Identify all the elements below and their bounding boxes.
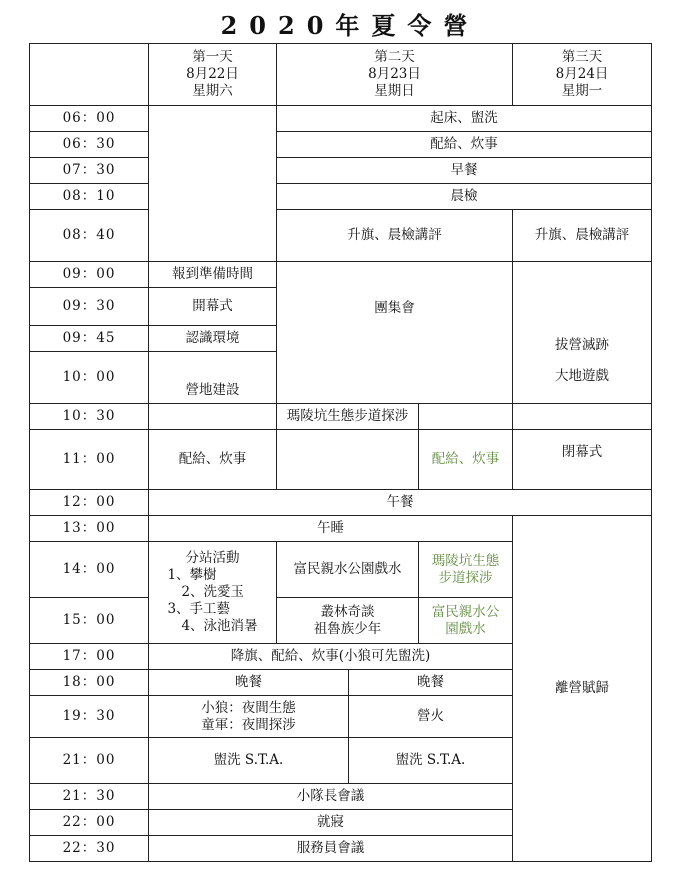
- header-row: [30, 44, 652, 106]
- activity-leader-meeting: 小隊長會議: [149, 784, 513, 810]
- time-cell: 12：00: [30, 490, 149, 516]
- activity-wash-d1: 盥洗 S.T.A.: [149, 738, 349, 784]
- table-row: [30, 516, 652, 542]
- activity-cook-am: 配給、炊事: [277, 132, 652, 158]
- time-cell: 21：30: [30, 784, 149, 810]
- time-cell: 08：40: [30, 210, 149, 262]
- time-cell: 22：00: [30, 810, 149, 836]
- time-cell: 18：00: [30, 670, 149, 696]
- time-cell: 08：10: [30, 184, 149, 210]
- table-row: [30, 404, 652, 430]
- page-title: 2020年夏令營: [220, 11, 480, 40]
- list-item: 2、洗愛玉: [181, 584, 245, 601]
- time-cell: 09：45: [30, 326, 149, 352]
- table-row: [30, 184, 652, 210]
- activity-breakfast: 早餐: [277, 158, 652, 184]
- activity-stations: [149, 542, 277, 644]
- activity-night: 小狼：夜間生態 童軍：夜間探涉: [149, 696, 349, 738]
- activity-water-pm: 富民親水公 園戲水: [419, 598, 513, 644]
- time-cell: 14：00: [30, 542, 149, 598]
- activity-closing: 閉幕式: [513, 430, 652, 490]
- activity-forest-tale: 叢林奇談 祖魯族少年: [277, 598, 419, 644]
- stations-list: [167, 567, 257, 635]
- activity-trail-pm: 瑪陵坑生態 步道探涉: [419, 542, 513, 598]
- activity-campfire: 營火: [349, 696, 513, 738]
- time-cell: 10：30: [30, 404, 149, 430]
- list-item: 3、手工藝: [167, 600, 231, 617]
- time-cell: 07：30: [30, 158, 149, 184]
- activity-checkin: 報到準備時間: [149, 262, 277, 288]
- activity-wake: 起床、盥洗: [277, 106, 652, 132]
- activity-opening: 開幕式: [149, 288, 277, 326]
- table-row: [30, 490, 652, 516]
- time-cell: 17：00: [30, 644, 149, 670]
- table-row: [30, 158, 652, 184]
- activity-bedtime: 就寢: [149, 810, 513, 836]
- schedule-table: [29, 43, 652, 430]
- time-cell: 11：00: [30, 430, 149, 490]
- activity-water-park: 富民親水公園戲水: [277, 542, 419, 598]
- time-cell: 09：00: [30, 262, 149, 288]
- day1-header: 第一天 8月22日 星期六: [149, 44, 277, 106]
- day3-header: 第三天 8月24日 星期一: [513, 44, 652, 106]
- activity-break-camp-game: 拔營滅跡 大地遊戲: [513, 262, 652, 430]
- activity-flag-d3: 升旗、晨檢講評: [513, 210, 652, 262]
- activity-campsite: 營地建設: [149, 352, 277, 430]
- activity-depart: 離營賦歸: [513, 516, 652, 862]
- time-cell: 06：30: [30, 132, 149, 158]
- schedule-table-lower: [29, 403, 652, 430]
- day1-empty-cell: [149, 106, 277, 262]
- time-cell: 06：00: [30, 106, 149, 132]
- time-cell: 10：00: [30, 352, 149, 404]
- table-row: [30, 132, 652, 158]
- activity-flag-down: 降旗、配給、炊事(小狼可先盥洗): [149, 644, 513, 670]
- day2-header: 第二天 8月23日 星期日: [277, 44, 513, 106]
- activity-assembly: 團集會: [277, 262, 513, 430]
- activity-staff-meeting: 服務員會議: [149, 836, 513, 862]
- table-row: [30, 262, 652, 288]
- corner-cell: [30, 44, 149, 106]
- time-cell: 15：00: [30, 598, 149, 644]
- list-item: 1、攀樹: [167, 567, 217, 584]
- table-row: [30, 430, 652, 490]
- activity-lunch: 午餐: [149, 490, 652, 516]
- activity-trail-d2: 瑪陵坑生態步道探涉: [277, 404, 419, 430]
- schedule-table-midday: [29, 429, 652, 862]
- time-cell: 21：00: [30, 738, 149, 784]
- activity-cook-d2: 配給、炊事: [419, 430, 513, 490]
- activity-cook-d1: 配給、炊事: [149, 430, 277, 490]
- activity-flag-d2: 升旗、晨檢講評: [277, 210, 513, 262]
- activity-wash-d2: 盥洗 S.T.A.: [349, 738, 513, 784]
- time-cell: 19：30: [30, 696, 149, 738]
- activity-inspection: 晨檢: [277, 184, 652, 210]
- activity-dinner-d2: 晚餐: [349, 670, 513, 696]
- time-cell: 13：00: [30, 516, 149, 542]
- activity-dinner-d1: 晚餐: [149, 670, 349, 696]
- list-item: 4、泳池消暑: [181, 617, 258, 634]
- activity-know-env: 認識環境: [149, 326, 277, 352]
- stations-title: 分站活動: [185, 550, 240, 567]
- activity-trail-d2-cont: [277, 430, 419, 490]
- table-row: [30, 210, 652, 262]
- activity-nap: 午睡: [149, 516, 513, 542]
- table-row: [30, 106, 652, 132]
- time-cell: 22：30: [30, 836, 149, 862]
- time-cell: 09：30: [30, 288, 149, 326]
